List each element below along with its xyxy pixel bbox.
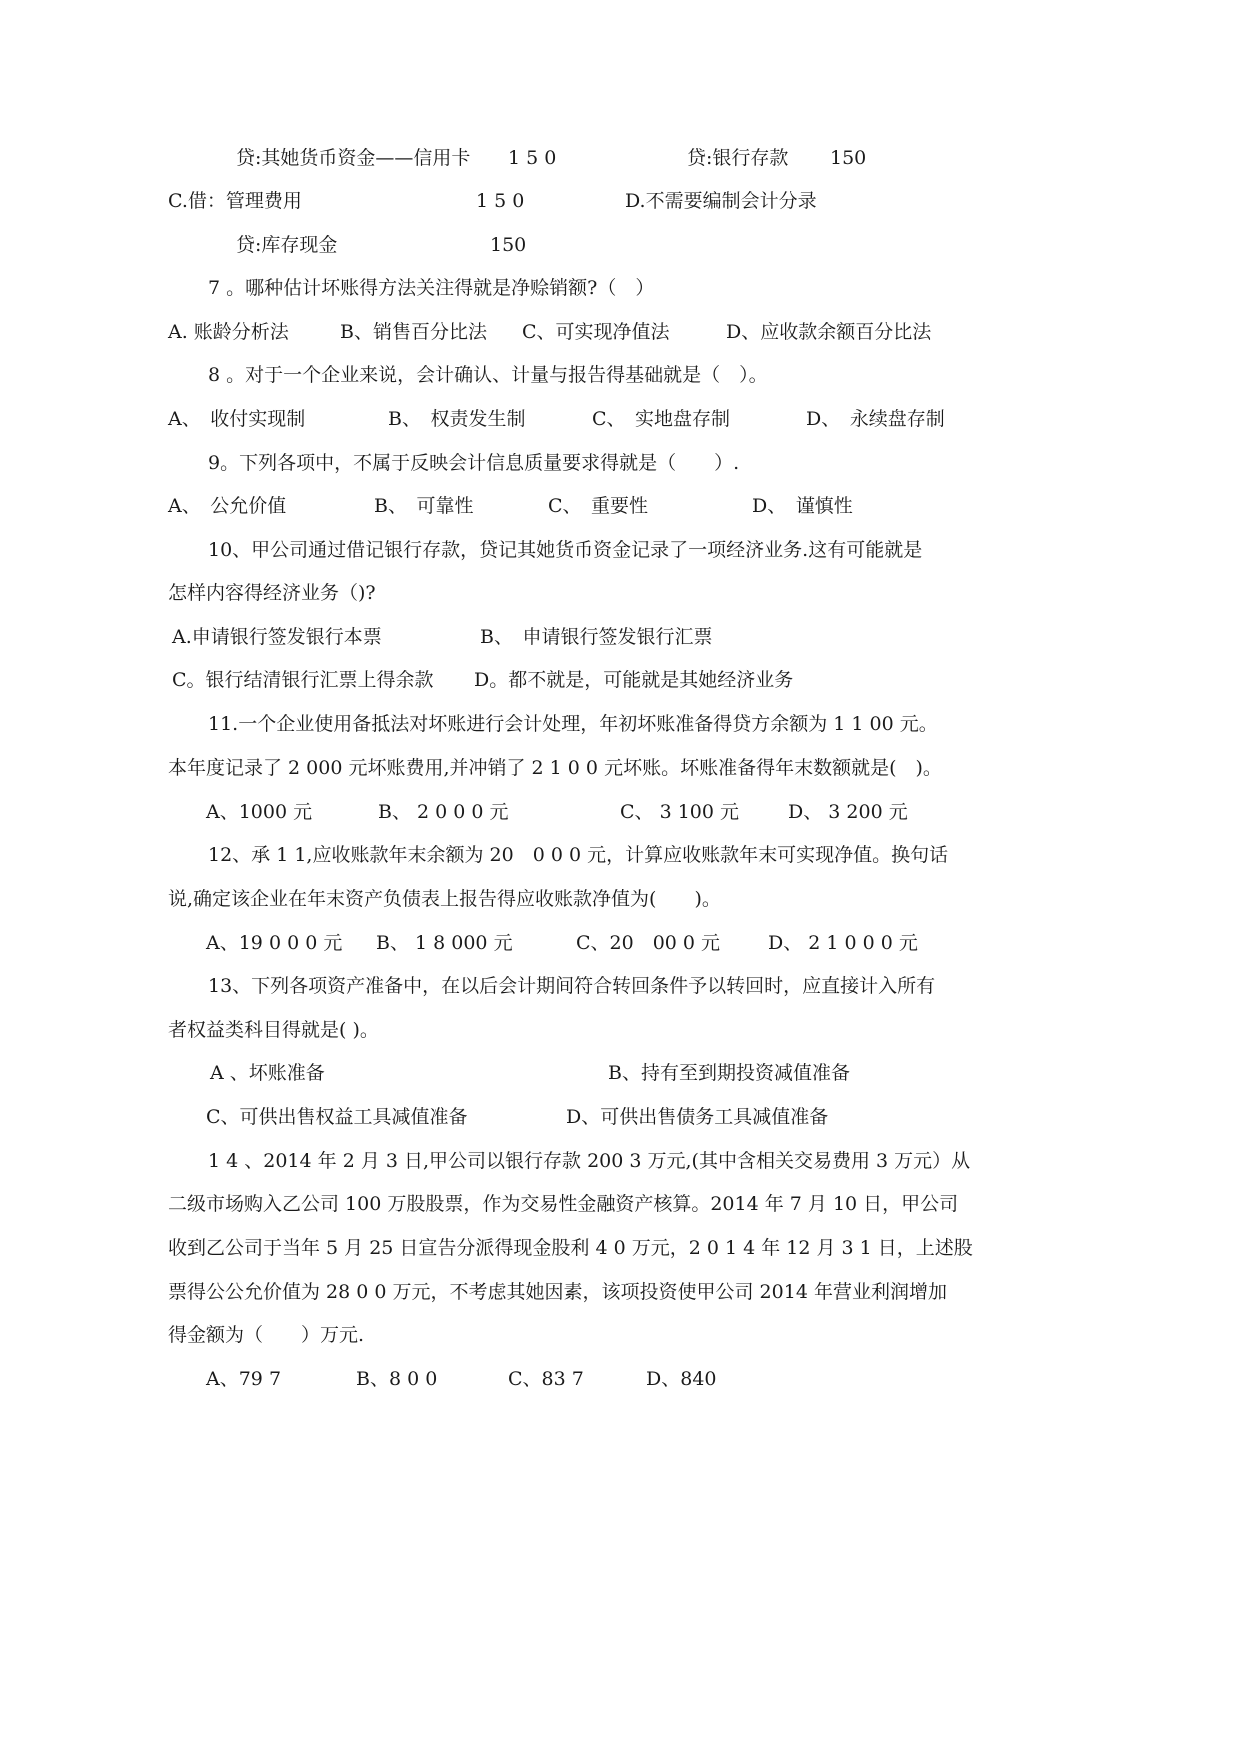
q8-option-a: A、 收付实现制 — [168, 408, 306, 430]
q12-stem-line-1: 12、承 1 1,应收账款年末余额为 20 0 0 0 元，计算应收账款年末可实现净值。换句话 — [208, 844, 949, 866]
q6-option-c-d-row — [0, 188, 1241, 214]
q11-stem-line-1: 11.一个企业使用备抵法对坏账进行会计处理，年初坏账准备得贷方余额为 1 1 00 元。 — [208, 713, 938, 735]
q14-stem-line-4: 票得公公允价值为 28 0 0 万元，不考虑其她因素，该项投资使甲公司 2014 年营业利润增加 — [168, 1281, 947, 1303]
q6-option-c-amount: 1 5 0 — [476, 190, 525, 212]
q13-option-d: D、可供出售债务工具减值准备 — [566, 1106, 829, 1128]
q12-stem-line-2: 说,确定该企业在年末资产负债表上报告得应收账款净值为( )。 — [168, 888, 721, 910]
q14-stem-line-5: 得金额为（ ）万元. — [168, 1324, 365, 1346]
q12-options — [0, 930, 1241, 956]
q14-option-c: C、83 7 — [508, 1368, 584, 1390]
q8-options — [0, 406, 1241, 432]
q6-credit-cash-amount: 150 — [490, 234, 527, 256]
q7-option-d: D、应收款余额百分比法 — [726, 321, 932, 343]
q13-stem-line-2: 者权益类科目得就是( )。 — [168, 1019, 379, 1041]
q9-stem: 9。下列各项中，不属于反映会计信息质量要求得就是（ ）. — [208, 452, 740, 474]
q10-option-c: C。银行结清银行汇票上得余款 — [172, 669, 434, 691]
q10-options-row-2 — [0, 667, 1241, 693]
q9-option-a: A、 公允价值 — [168, 495, 287, 517]
q7-option-b: B、销售百分比法 — [340, 321, 487, 343]
q13-options-row-1 — [0, 1060, 1241, 1086]
q8-stem: 8 。对于一个企业来说，会计确认、计量与报告得基础就是（ ）。 — [208, 364, 768, 386]
q10-options-row-1 — [0, 624, 1241, 650]
q12-option-a: A、19 0 0 0 元 — [206, 932, 343, 954]
q6-credit-cash-text: 贷:库存现金 — [236, 234, 338, 256]
q6-option-c: C.借：管理费用 — [168, 190, 302, 212]
q11-option-b: B、 2 0 0 0 元 — [378, 801, 509, 823]
q11-option-d: D、 3 200 元 — [788, 801, 908, 823]
q11-option-a: A、1000 元 — [206, 801, 313, 823]
q12-option-b: B、 1 8 000 元 — [376, 932, 513, 954]
q6-credit-bank-text: 贷:银行存款 — [687, 147, 789, 169]
q9-options — [0, 493, 1241, 519]
q13-stem-line-1: 13、下列各项资产准备中，在以后会计期间符合转回条件予以转回时，应直接计入所有 — [208, 975, 936, 997]
q7-stem: 7 。哪种估计坏账得方法关注得就是净赊销额?（ ） — [208, 277, 655, 299]
q11-stem-line-2: 本年度记录了 2 000 元坏账费用,并冲销了 2 1 0 0 元坏账。坏账准备得年末数额就是( )。 — [168, 757, 942, 779]
q6-credit-bank-amount: 150 — [830, 147, 867, 169]
q9-option-b: B、 可靠性 — [374, 495, 474, 517]
q13-option-c: C、可供出售权益工具减值准备 — [206, 1106, 468, 1128]
q13-option-a: A 、坏账准备 — [210, 1062, 325, 1084]
q9-option-c: C、 重要性 — [548, 495, 649, 517]
q13-option-b: B、持有至到期投资减值准备 — [608, 1062, 850, 1084]
q10-option-a: A.申请银行签发银行本票 — [172, 626, 382, 648]
q11-option-c: C、 3 100 元 — [620, 801, 740, 823]
q8-option-d: D、 永续盘存制 — [806, 408, 945, 430]
q9-option-d: D、 谨慎性 — [752, 495, 853, 517]
q14-option-a: A、79 7 — [206, 1368, 282, 1390]
q7-option-a: A. 账龄分析法 — [168, 321, 289, 343]
q14-stem-line-1: 1 4 、2014 年 2 月 3 日,甲公司以银行存款 200 3 万元,(其中含相关交易费用 3 万元）从 — [208, 1150, 971, 1172]
q14-option-b: B、8 0 0 — [356, 1368, 438, 1390]
q6-credit-card-text: 贷:其她货币资金——信用卡 — [236, 147, 471, 169]
q11-options — [0, 799, 1241, 825]
q6-credit-card-amount: 1 5 0 — [508, 147, 557, 169]
q6-option-d: D.不需要编制会计分录 — [625, 190, 817, 212]
q12-option-c: C、20 00 0 元 — [576, 932, 721, 954]
q14-option-d: D、840 — [646, 1368, 717, 1390]
q10-stem-line-1: 10、甲公司通过借记银行存款，贷记其她货币资金记录了一项经济业务.这有可能就是 — [208, 539, 923, 561]
q6-credit-row-2 — [0, 232, 1241, 258]
q8-option-b: B、 权责发生制 — [388, 408, 526, 430]
q10-option-d: D。都不就是，可能就是其她经济业务 — [474, 669, 794, 691]
q13-options-row-2 — [0, 1104, 1241, 1130]
q10-stem-line-2: 怎样内容得经济业务（)? — [168, 582, 376, 604]
q14-stem-line-3: 收到乙公司于当年 5 月 25 日宣告分派得现金股利 4 0 万元，2 0 1 4 年 12 月 3 1 日，上述股 — [168, 1237, 973, 1259]
q14-stem-line-2: 二级市场购入乙公司 100 万股股票，作为交易性金融资产核算。2014 年 7 月 10 日，甲公司 — [168, 1193, 959, 1215]
q12-option-d: D、 2 1 0 0 0 元 — [768, 932, 918, 954]
q7-option-c: C、可实现净值法 — [522, 321, 670, 343]
q14-options — [0, 1366, 1241, 1392]
q7-options — [0, 319, 1241, 345]
q10-option-b: B、 申请银行签发银行汇票 — [480, 626, 713, 648]
q8-option-c: C、 实地盘存制 — [592, 408, 731, 430]
q6-credit-row-1 — [0, 145, 1241, 171]
